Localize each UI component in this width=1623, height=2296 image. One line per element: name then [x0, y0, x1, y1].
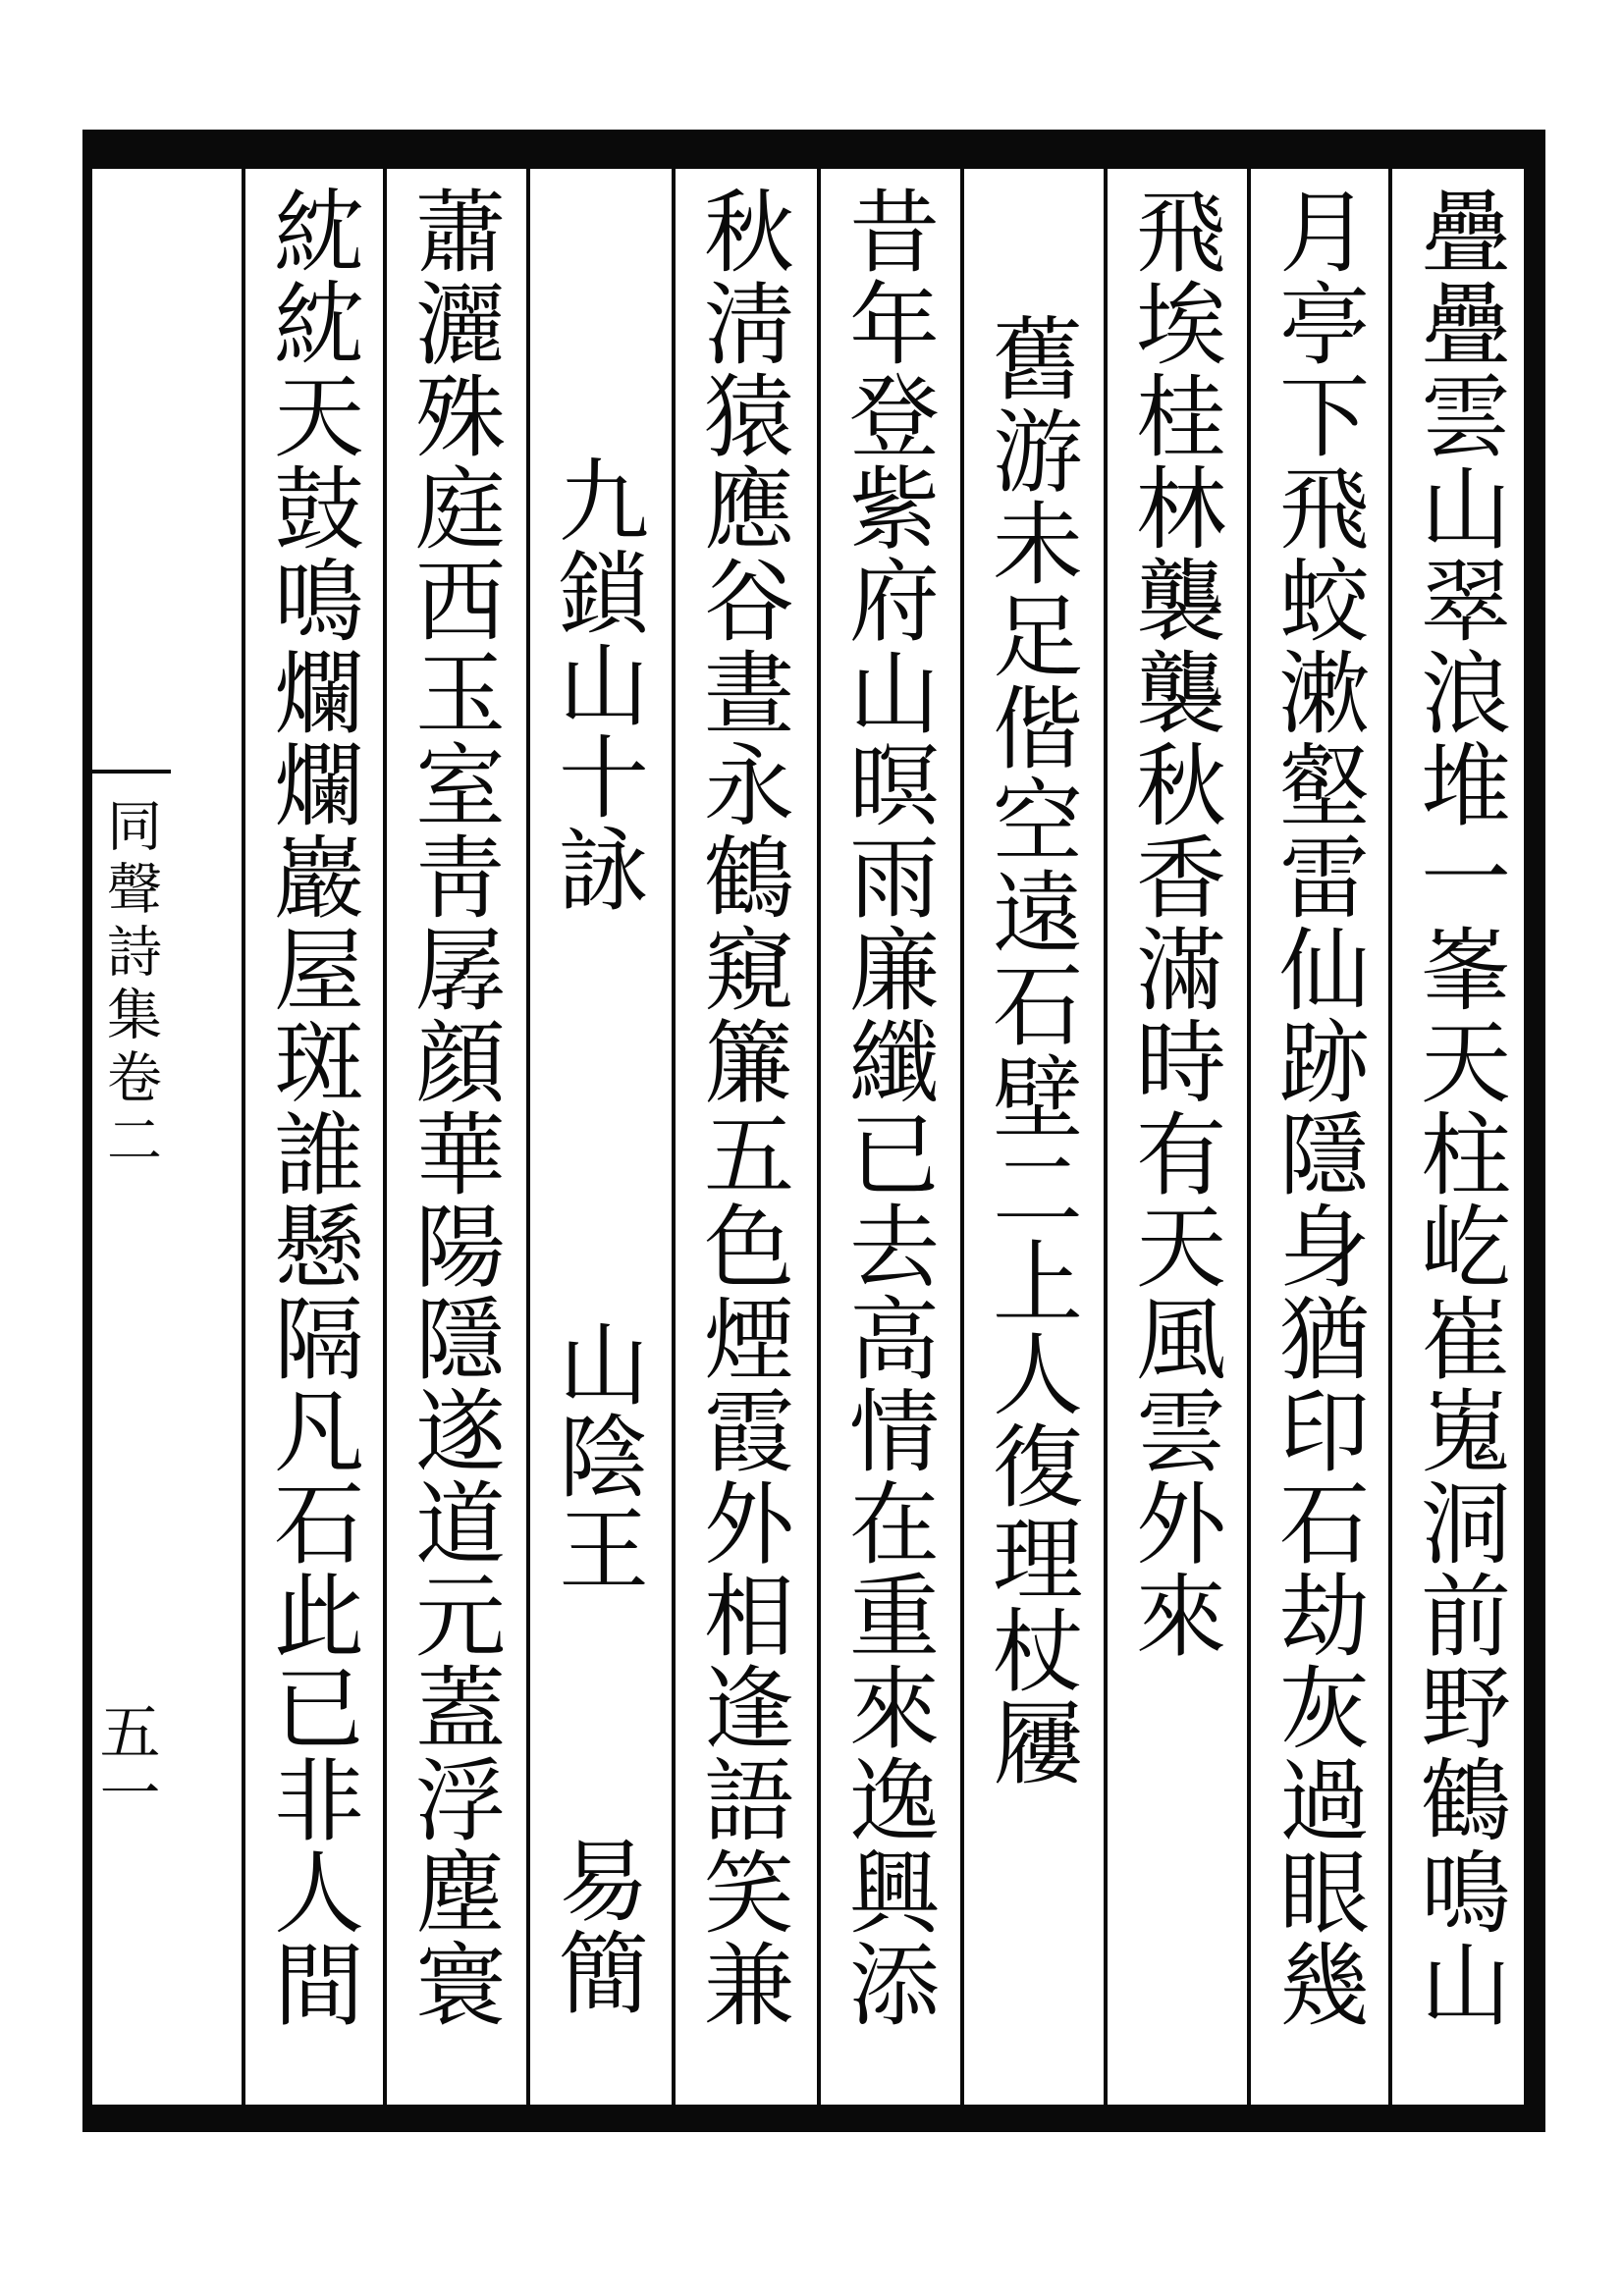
column-divider [817, 169, 821, 2105]
text-column-5: 昔年登紫府山暝雨廉纖已去高情在重來逸興添 [835, 185, 940, 2030]
column-divider [1104, 169, 1108, 2105]
poem-title: 九鎖山十詠 [544, 454, 649, 915]
column-divider [960, 169, 964, 2105]
top-border-rule [82, 130, 1545, 169]
text-column-2: 月亭下飛蛟漱壑雷仙跡隱身猶印石劫灰過眼幾 [1265, 185, 1370, 2030]
author-name: 易簡 [544, 1834, 649, 2018]
text-column-4: 舊游未足偕空遠石壁二上人復理杖屨 [978, 312, 1083, 1789]
right-border-rule [1524, 130, 1545, 2132]
author-place: 山陰王 [544, 1317, 649, 1594]
page-frame [82, 130, 1545, 2132]
column-divider [383, 169, 387, 2105]
text-column-1: 疊疊雲山翠浪堆一峯天柱屹崔嵬洞前野鶴鳴山 [1406, 185, 1511, 2030]
column-divider [242, 169, 245, 2105]
column-divider [1388, 169, 1392, 2105]
column-divider [672, 169, 676, 2105]
column-divider [1247, 169, 1251, 2105]
margin-book-title: 同聲詩集卷二 [98, 797, 162, 1174]
text-column-3: 飛埃桂林襲襲秋香滿時有天風雲外來 [1121, 185, 1226, 1661]
text-column-9: 紞紞天鼓鳴爛爛巖屋斑誰懸隔凡石此已非人間 [259, 185, 364, 2030]
text-column-6: 秋淸猿應谷晝永鶴窺簾五色煙霞外相逢語笑兼 [689, 185, 794, 2030]
text-column-8: 蕭灑殊庭西玉室靑孱顔華陽隱遂道元蓋浮塵寰 [401, 185, 506, 2030]
margin-fish-tail-box [92, 169, 171, 774]
column-divider [526, 169, 530, 2105]
bottom-border-rule [82, 2105, 1545, 2132]
margin-page-number: 五一 [89, 1700, 161, 1822]
